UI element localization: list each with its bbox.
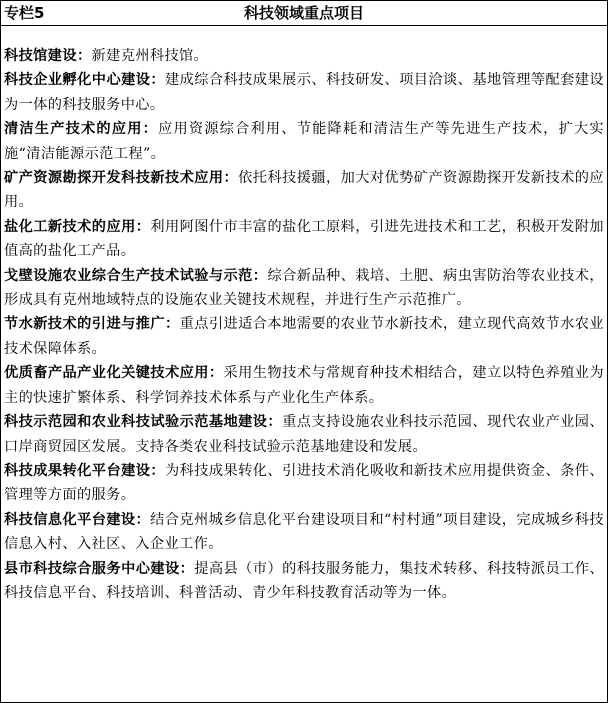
project-description: 依托科技援疆，加大对优势矿产资源勘探开发新技术的应用。 [4,170,604,211]
project-description: 重点支持设施农业科技示范园、现代农业产业园、口岸商贸园区发展。支持各类农业科技试验示范基地建设和发展。 [4,414,604,455]
project-item [4,117,604,166]
project-description: 采用生物技术与常规育种技术相结合，建立以特色养殖业为主的快速扩繁体系、科学饲养技术体系与产业化生产体系。 [4,365,604,406]
project-description: 重点引进适合本地需要的农业节水新技术，建立现代高效节水农业技术保障体系。 [4,316,604,357]
project-description: 综合新品种、栽培、土肥、病虫害防治等农业技术，形成具有克州地域特点的设施农业关键技术规程，并进行生产示范推广。 [4,267,605,309]
project-item [4,44,604,68]
project-item [4,312,604,361]
project-heading: 盐化工新技术的应用： [4,218,151,235]
project-heading: 戈壁设施农业综合生产技术试验与示范： [4,267,268,284]
project-heading: 科技企业孵化中心建设： [4,72,165,89]
project-item [4,68,604,117]
project-description: 应用资源综合利用、节能降耗和清洁生产等先进生产技术，扩大实施“清洁能源示范工程”。 [4,121,604,162]
project-item [4,459,604,508]
project-heading: 清洁生产技术的应用： [4,121,159,138]
project-heading: 科技馆建设： [4,48,92,64]
column-label: 专栏5 [4,4,45,22]
project-item [4,215,604,264]
project-heading: 科技示范园和农业科技试验示范基地建设： [4,414,283,431]
project-description: 新建克州科技馆。 [91,48,209,64]
project-item [4,361,604,410]
project-description: 提高县（市）的科技服务能力，集技术转移、科技特派员工作、科技信息平台、科技培训、科普活动、青少年科技教育活动等为一体。 [4,560,605,601]
project-description: 结合克州城乡信息化平台建设项目和“村村通”项目建设，完成城乡科技信息入村、入社区、入企业工作。 [4,511,604,553]
project-item [4,166,604,215]
project-heading: 节水新技术的引进与推广： [4,316,180,333]
project-list [1,26,607,605]
project-description: 为科技成果转化、引进技术消化吸收和新技术应用提供资金、条件、管理等方面的服务。 [4,462,604,504]
project-item [4,264,604,313]
project-item [4,410,604,459]
project-heading: 科技成果转化平台建设： [4,462,165,479]
project-item [4,557,604,606]
project-heading: 县市科技综合服务中心建设： [4,560,195,577]
project-description: 利用阿图什市丰富的盐化工原料，引进先进技术和工艺，积极开发附加值高的盐化工产品。 [4,218,604,260]
box-header [1,1,607,26]
project-heading: 科技信息化平台建设： [4,511,151,528]
project-description: 建成综合科技成果展示、科技研发、项目洽谈、基地管理等配套建设为一体的科技服务中心。 [4,72,604,113]
project-heading: 优质畜产品产业化关键技术应用： [4,365,224,382]
project-heading: 矿产资源勘探开发科技新技术应用： [4,170,239,187]
box-title: 科技领域重点项目 [243,4,364,22]
project-item [4,508,604,557]
